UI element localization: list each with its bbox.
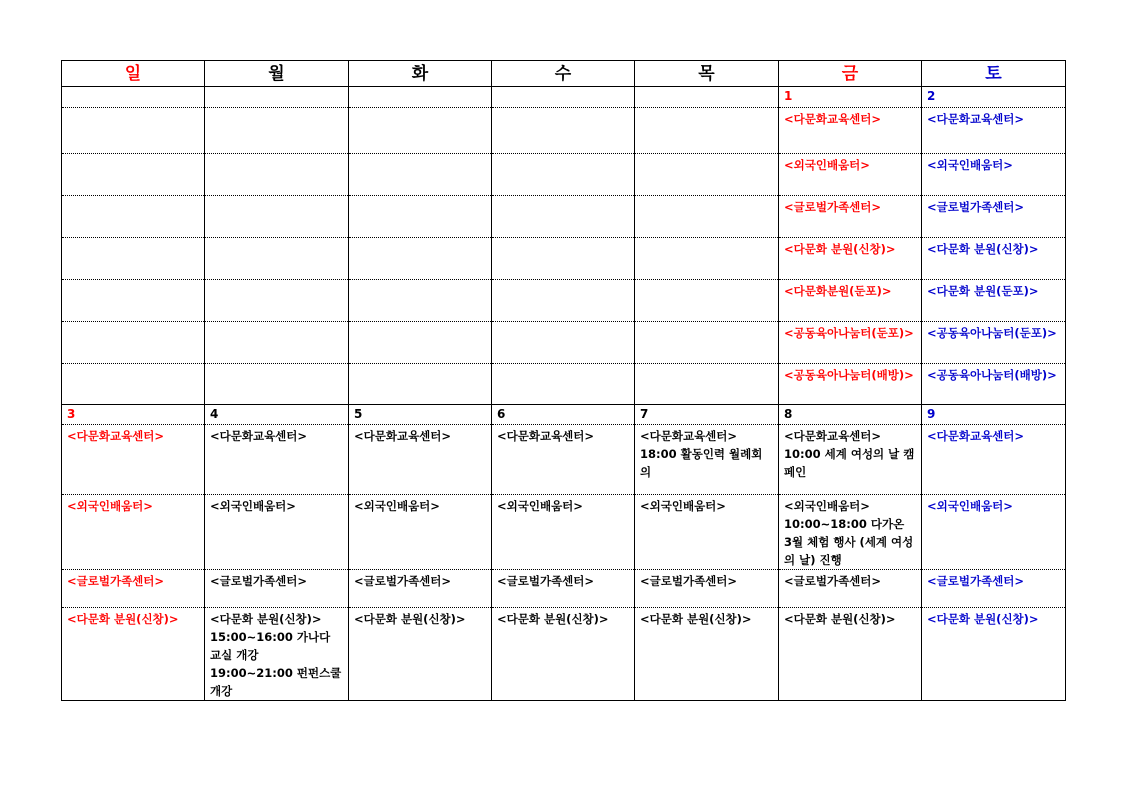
schedule-entry: <다문화 분원(신창)> [635, 608, 779, 701]
schedule-entry: <글로벌가족센터> [349, 570, 492, 608]
schedule-entry: <다문화 분원(신창)> [922, 238, 1066, 280]
header-tuesday: 화 [349, 61, 492, 87]
schedule-entry: <공동육아나눔터(배방)> [922, 364, 1066, 405]
entry-detail: 10:00 세계 여성의 날 캠페인 [784, 447, 915, 479]
weekday-header-row [62, 61, 1066, 87]
entry-detail: 18:00 활동인력 월례회의 [640, 447, 763, 479]
date-cell: 4 [205, 405, 349, 425]
entry-title: <다문화 분원(신창)> [210, 612, 322, 626]
week1-entry-row [62, 322, 1066, 364]
week1-entry-row [62, 364, 1066, 405]
date-cell: 9 [922, 405, 1066, 425]
schedule-entry: <외국인배움터> [922, 495, 1066, 570]
entry-detail: 19:00~21:00 펀펀스쿨 개강 [210, 666, 342, 698]
header-saturday: 토 [922, 61, 1066, 87]
schedule-entry [779, 425, 922, 495]
schedule-entry: <다문화교육센터> [922, 108, 1066, 154]
week2-entry-row [62, 608, 1066, 701]
schedule-entry: <외국인배움터> [779, 154, 922, 196]
week2-entry-row [62, 570, 1066, 608]
week1-entry-row [62, 154, 1066, 196]
schedule-entry [635, 425, 779, 495]
date-cell: 6 [492, 405, 635, 425]
schedule-entry: <외국인배움터> [492, 495, 635, 570]
schedule-entry: <다문화 분원(신창)> [492, 608, 635, 701]
schedule-entry: <외국인배움터> [922, 154, 1066, 196]
schedule-entry: <다문화 분원(신창)> [779, 608, 922, 701]
schedule-entry: <다문화교육센터> [205, 425, 349, 495]
schedule-entry: <공동육아나눔터(둔포)> [922, 322, 1066, 364]
entry-title: <외국인배움터> [784, 499, 870, 513]
week1-entry-row [62, 108, 1066, 154]
schedule-entry: <다문화 분원(신창)> [922, 608, 1066, 701]
schedule-entry: <다문화교육센터> [779, 108, 922, 154]
week1-entry-row [62, 280, 1066, 322]
schedule-entry: <공동육아나눔터(배방)> [779, 364, 922, 405]
week1-entry-row [62, 238, 1066, 280]
schedule-entry: <글로벌가족센터> [779, 196, 922, 238]
date-cell: 3 [62, 405, 205, 425]
date-cell: 2 [922, 87, 1066, 108]
schedule-entry: <다문화 분원(신창)> [779, 238, 922, 280]
schedule-entry [779, 495, 922, 570]
schedule-entry [205, 608, 349, 701]
schedule-entry: <글로벌가족센터> [922, 196, 1066, 238]
entry-detail: 10:00~18:00 다가온 3월 체험 행사 (세계 여성의 날) 진행 [784, 517, 914, 567]
header-monday: 월 [205, 61, 349, 87]
schedule-entry: <글로벌가족센터> [62, 570, 205, 608]
schedule-entry: <글로벌가족센터> [205, 570, 349, 608]
schedule-entry: <외국인배움터> [62, 495, 205, 570]
week2-date-row [62, 405, 1066, 425]
schedule-entry: <공동육아나눔터(둔포)> [779, 322, 922, 364]
date-cell: 5 [349, 405, 492, 425]
header-friday: 금 [779, 61, 922, 87]
date-cell: 8 [779, 405, 922, 425]
week1-entry-row [62, 196, 1066, 238]
entry-title: <다문화교육센터> [784, 429, 882, 443]
calendar-table [61, 60, 1066, 701]
schedule-entry: <다문화교육센터> [349, 425, 492, 495]
week2-entry-row [62, 425, 1066, 495]
schedule-entry: <글로벌가족센터> [779, 570, 922, 608]
header-thursday: 목 [635, 61, 779, 87]
schedule-entry: <다문화분원(둔포)> [779, 280, 922, 322]
schedule-entry: <글로벌가족센터> [492, 570, 635, 608]
date-cell: 7 [635, 405, 779, 425]
schedule-entry: <외국인배움터> [635, 495, 779, 570]
schedule-entry: <다문화교육센터> [62, 425, 205, 495]
schedule-entry: <외국인배움터> [349, 495, 492, 570]
schedule-entry: <글로벌가족센터> [922, 570, 1066, 608]
entry-detail: 15:00~16:00 가나다 교실 개강 [210, 630, 331, 662]
week1-date-row [62, 87, 1066, 108]
entry-title: <다문화교육센터> [640, 429, 738, 443]
schedule-entry: <외국인배움터> [205, 495, 349, 570]
schedule-entry: <다문화교육센터> [922, 425, 1066, 495]
header-wednesday: 수 [492, 61, 635, 87]
header-sunday: 일 [62, 61, 205, 87]
schedule-entry: <다문화교육센터> [492, 425, 635, 495]
week2-entry-row [62, 495, 1066, 570]
schedule-entry: <다문화 분원(신창)> [349, 608, 492, 701]
schedule-entry: <글로벌가족센터> [635, 570, 779, 608]
date-cell: 1 [779, 87, 922, 108]
schedule-entry: <다문화 분원(둔포)> [922, 280, 1066, 322]
schedule-entry: <다문화 분원(신창)> [62, 608, 205, 701]
